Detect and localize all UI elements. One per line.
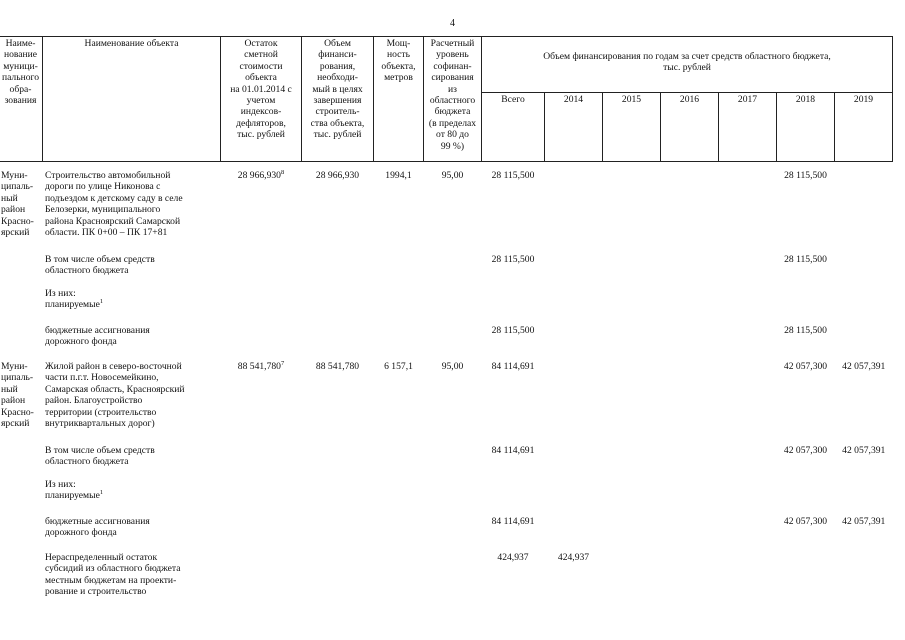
row-object: бюджетные ассигнования дорожного фонда	[45, 516, 150, 539]
row-y2014: 424,937	[557, 552, 590, 563]
table-row	[0, 478, 893, 515]
row-y2019: 42 057,391	[842, 445, 886, 456]
table-row	[0, 515, 893, 551]
row-remaining-cost: 28 966,930$^8$	[237, 169, 285, 181]
row-y2017	[719, 169, 777, 253]
row-total: 28 115,500	[491, 325, 535, 336]
row-cofinancing-level: 95,00	[441, 361, 464, 372]
header-year-2014: 2014	[545, 93, 603, 162]
footnote-mark: 7	[280, 360, 285, 367]
header-year-2019: 2019	[835, 93, 893, 162]
header-funding-volume: Объем финанси- рования, необходи- мый в целях завершения строитель- ства объекта, тыс. рублей	[302, 37, 374, 162]
row-y2019	[835, 551, 893, 601]
row-remaining-cost: 88 541,780$^7$	[237, 360, 285, 372]
header-object: Наименование объекта	[43, 37, 221, 162]
table-row	[0, 551, 893, 601]
table-row	[0, 169, 893, 253]
row-y2014	[545, 515, 603, 551]
row-municipality: Муни- ципаль- ный район Красно- ярский	[1, 361, 34, 430]
table-row	[0, 287, 893, 324]
row-y2015	[603, 169, 661, 253]
row-capacity: 1994,1	[385, 170, 412, 181]
header-year-2016: 2016	[661, 93, 719, 162]
row-y2019	[835, 253, 893, 287]
table-body	[0, 162, 893, 602]
row-y2019: 42 057,391	[842, 516, 886, 527]
row-object: Строительство автомобильной дороги по улице Никонова с подъездом к детскому саду в селе Белозерки, муниципального района Красноярский Самарской области. ПК 0+00 – ПК 17+81	[45, 170, 183, 239]
row-total: 28 115,500	[491, 254, 535, 265]
header-total: Всего	[482, 93, 545, 162]
row-y2014	[545, 169, 603, 253]
header-municipality: Наиме- нование муници- пального обра- зования	[0, 37, 43, 162]
row-total: 84 114,691	[491, 361, 535, 372]
table-row	[0, 253, 893, 287]
row-y2018: 42 057,300	[783, 516, 828, 527]
row-funding-volume: 28 966,930	[315, 170, 360, 181]
table-row	[0, 324, 893, 360]
row-y2017	[719, 360, 777, 444]
row-y2015	[603, 360, 661, 444]
row-y2019	[835, 324, 893, 360]
row-object: В том числе объем средств областного бюджета	[45, 445, 155, 468]
table-row	[0, 444, 893, 478]
row-total: 424,937	[497, 552, 529, 563]
row-y2018: 28 115,500	[784, 170, 827, 181]
row-object: Жилой район в северо-восточной части п.г.т. Новосемейкино, Самарская область, Красноярский район. Благоустройство территории (строительство внутриквартальных дорог)	[45, 361, 185, 430]
header-row-1	[0, 37, 893, 93]
row-y2018: 42 057,300	[783, 445, 828, 456]
footnote-mark: 1	[99, 298, 104, 306]
row-total: 84 114,691	[491, 445, 535, 456]
row-y2014	[545, 360, 603, 444]
header-capacity: Мощ- ность объекта, метров	[374, 37, 424, 162]
row-funding-volume: 88 541,780	[315, 361, 360, 372]
row-y2014	[545, 253, 603, 287]
footnote-mark: 8	[280, 169, 285, 176]
header-year-2017: 2017	[719, 93, 777, 162]
financing-table	[0, 36, 893, 601]
row-object: Из них: планируемые$^1$	[45, 479, 104, 502]
row-cofinancing-level: 95,00	[441, 170, 464, 181]
header-year-2018: 2018	[777, 93, 835, 162]
table-row	[0, 360, 893, 444]
row-y2014	[545, 444, 603, 478]
row-y2018	[777, 551, 835, 601]
row-y2018: 28 115,500	[784, 325, 827, 336]
row-object: В том числе объем средств областного бюджета	[45, 254, 155, 277]
row-object: Нераспределенный остаток субсидий из областного бюджета местным бюджетам на проекти- рование и строительство	[45, 552, 181, 598]
row-object: Из них: планируемые$^1$	[45, 288, 104, 311]
row-y2016	[661, 169, 719, 253]
row-y2014	[545, 324, 603, 360]
row-object: бюджетные ассигнования дорожного фонда	[45, 325, 150, 348]
row-y2016	[661, 360, 719, 444]
row-y2019	[835, 169, 893, 253]
header-cofinancing-level: Расчетный уровень софинан- сирования из областного бюджета (в пределах от 80 до 99 %)	[424, 37, 482, 162]
footnote-mark: 1	[99, 489, 104, 497]
row-municipality: Муни- ципаль- ный район Красно- ярский	[1, 170, 34, 239]
row-total: 28 115,500	[491, 170, 535, 181]
row-total: 84 114,691	[491, 516, 535, 527]
row-capacity: 6 157,1	[384, 361, 413, 372]
row-y2018: 28 115,500	[784, 254, 827, 265]
header-year-2015: 2015	[603, 93, 661, 162]
header-by-years: Объем финансирования по годам за счет средств областного бюджета, тыс. рублей	[482, 37, 893, 93]
page-number: 4	[450, 18, 455, 29]
row-y2019: 42 057,391	[842, 361, 886, 372]
header-remaining-cost: Остаток сметной стоимости объекта на 01.01.2014 с учетом индексов- дефляторов, тыс. рублей	[221, 37, 302, 162]
row-y2018: 42 057,300	[783, 361, 828, 372]
